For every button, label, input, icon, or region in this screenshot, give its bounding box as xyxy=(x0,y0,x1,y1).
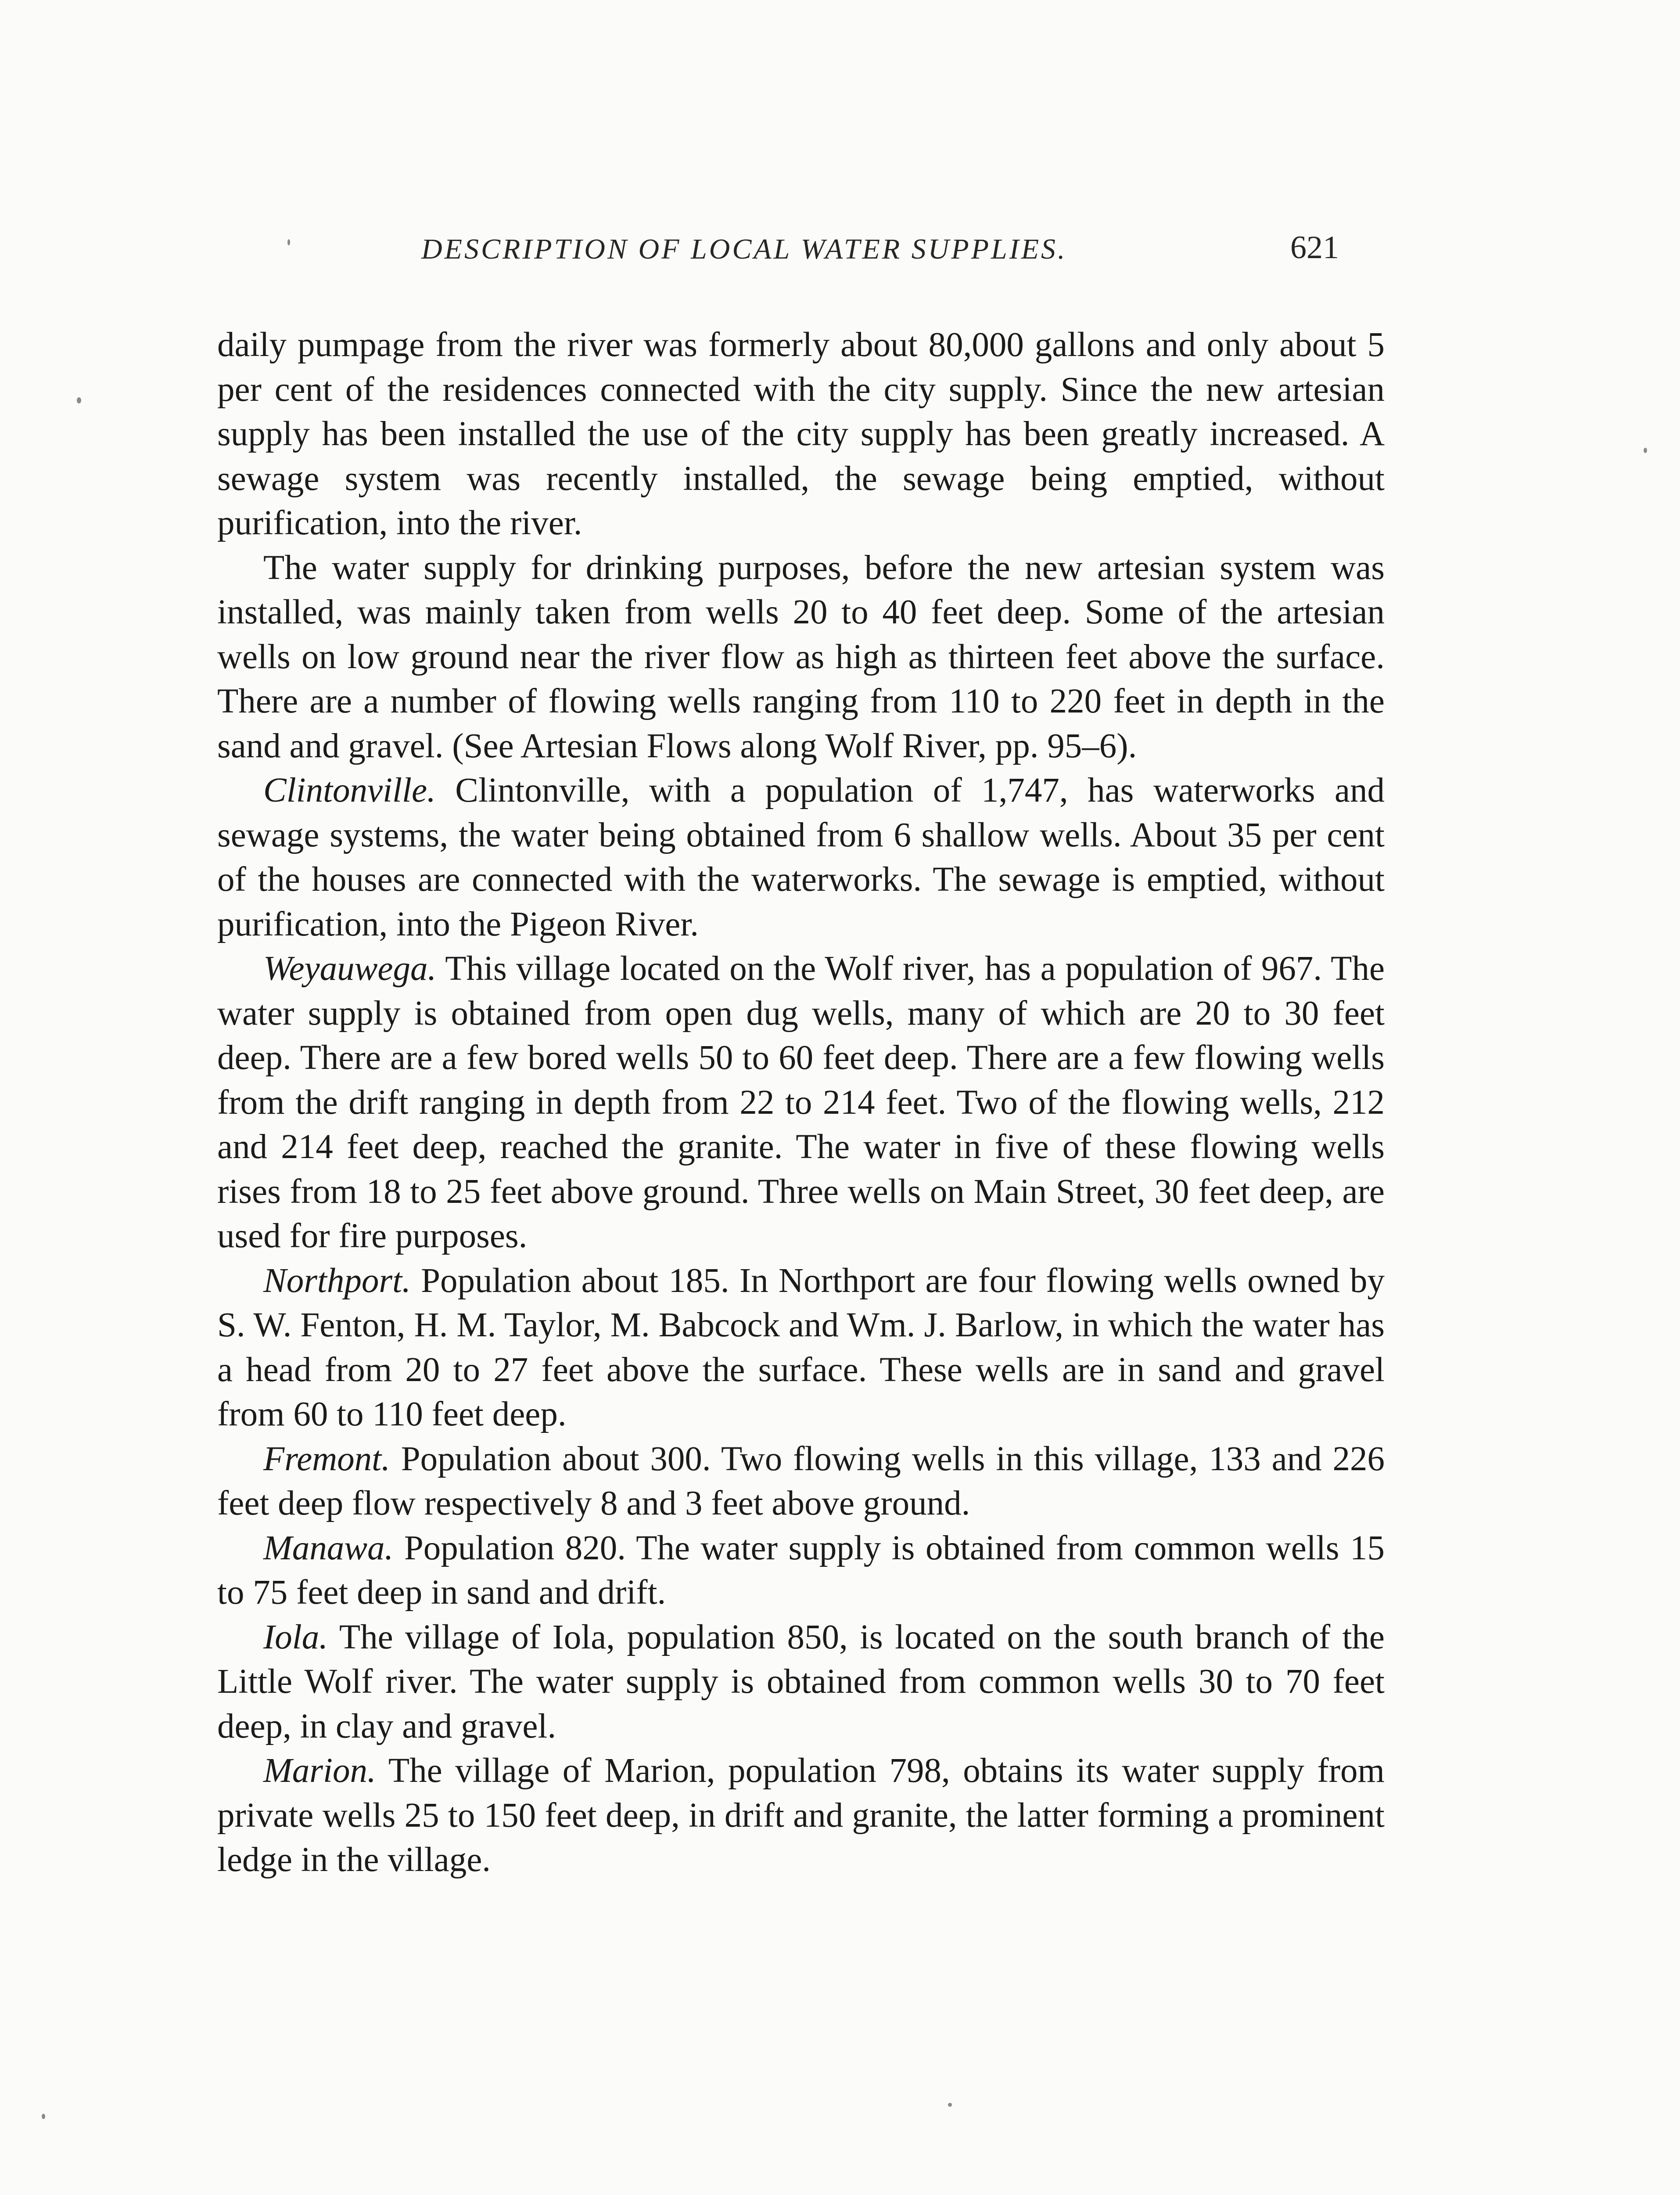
paragraph-text: The village of Marion, population 798, obtains its water supply from private wells 25 to 150 feet deep, in drift and granite, the latter forming a prominent ledge in the village. xyxy=(217,1752,1385,1879)
scan-speck xyxy=(287,239,290,245)
paragraph-text: Population about 185. In Northport are four flowing wells owned by S. W. Fenton, H. M. Taylor, M. Babcock and Wm. J. Barlow, in which the water has a head from 20 to 27 feet above the surface. These wells are in sand and gravel from 60 to 110 feet deep. xyxy=(217,1261,1385,1433)
paragraph-continuation xyxy=(217,323,1385,546)
paragraph-weyauwega xyxy=(217,946,1385,1259)
paragraph-fremont xyxy=(217,1437,1385,1526)
place-name: Northport. xyxy=(263,1261,411,1300)
scan-speck xyxy=(42,2114,45,2119)
running-header: DESCRIPTION OF LOCAL WATER SUPPLIES. xyxy=(421,233,1067,265)
place-name: Clintonville. xyxy=(263,771,436,810)
place-name: Iola. xyxy=(263,1618,328,1656)
place-name: Manawa. xyxy=(263,1529,394,1567)
paragraph-iola xyxy=(217,1615,1385,1749)
scan-speck xyxy=(1644,448,1647,453)
paragraph-text: The village of Iola, population 850, is located on the south branch of the Little Wolf river. The water supply is obtained from common wells 30 to 70 feet deep, in clay and gravel. xyxy=(217,1618,1385,1745)
place-name: Weyauwega. xyxy=(263,950,437,988)
paragraph-marion xyxy=(217,1749,1385,1882)
paragraph-text: Population 820. The water supply is obtained from common wells 15 to 75 feet deep in sand and drift. xyxy=(217,1529,1385,1612)
paragraph-text: This village located on the Wolf river, has a population of 967. The water supply is obtained from open dug wells, many of which are 20 to 30 feet deep. There are a few bored wells 50 to 60 feet deep. There are a few flowing wells from the drift ranging in depth from 22 to 214 feet. Two of the flowing wells, 212 and 214 feet deep, reached the granite. The water in five of these flowing wells rises from 18 to 25 feet above ground. Three wells on Main Street, 30 feet deep, are used for fire purposes. xyxy=(217,950,1385,1255)
paragraph-text: daily pumpage from the river was formerly about 80,000 gallons and only about 5 per cent of the residences connected with the city supply. Since the new artesian supply has been installed the use of the city supply has been greatly increased. A sewage system was recently installed, the sewage being emptied, without purification, into the river. xyxy=(217,326,1385,542)
paragraph-northport xyxy=(217,1259,1385,1437)
scan-speck xyxy=(948,2103,952,2107)
scan-speck xyxy=(77,397,81,403)
paragraph-clintonville xyxy=(217,768,1385,946)
body-text xyxy=(217,323,1385,1882)
paragraph-text: The water supply for drinking purposes, before the new artesian system was installed, was mainly taken from wells 20 to 40 feet deep. Some of the artesian wells on low ground near the river flow as high as thirteen feet above the surface. There are a number of flowing wells ranging from 110 to 220 feet in depth in the sand and gravel. (See Artesian Flows along Wolf River, pp. 95–6). xyxy=(217,548,1385,765)
paragraph-text: Population about 300. Two flowing wells in this village, 133 and 226 feet deep flow respectively 8 and 3 feet above ground. xyxy=(217,1439,1385,1522)
page-number: 621 xyxy=(1290,230,1339,266)
place-name: Fremont. xyxy=(263,1439,390,1478)
paragraph-text: Clintonville, with a population of 1,747, has waterworks and sewage systems, the water being obtained from 6 shallow wells. About 35 per cent of the houses are connected with the waterworks. The sewage is emptied, without purification, into the Pigeon River. xyxy=(217,771,1385,943)
paragraph-drinking-water xyxy=(217,546,1385,769)
place-name: Marion. xyxy=(263,1752,376,1790)
paragraph-manawa xyxy=(217,1526,1385,1615)
